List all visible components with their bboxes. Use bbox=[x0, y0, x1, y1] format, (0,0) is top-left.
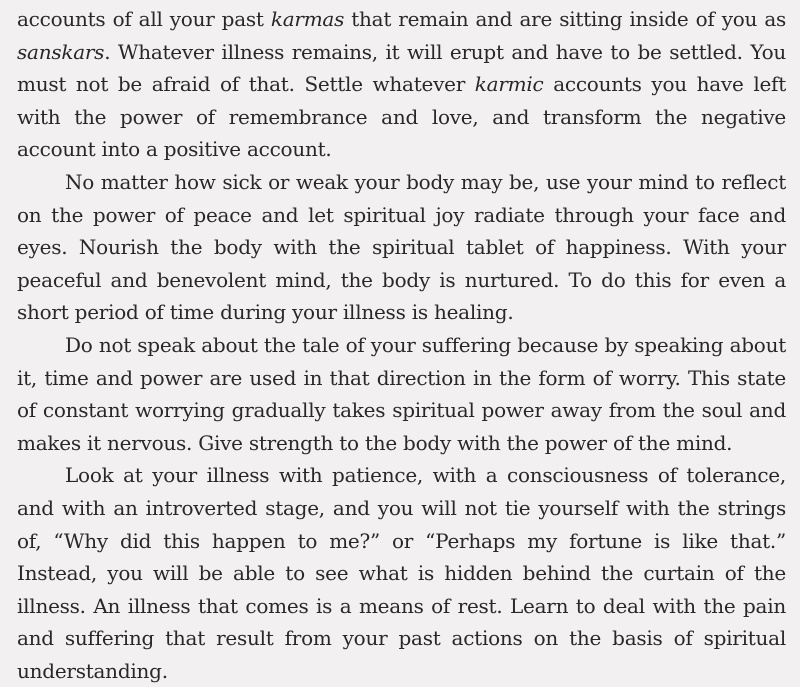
italic-term-karmic: karmic bbox=[474, 72, 544, 97]
text-segment: . Whatever illness remains, it will erupt and have to be settled. You must not be afraid of that. Settle whatever bbox=[17, 39, 786, 97]
paragraph-2 bbox=[17, 166, 786, 329]
paragraph-3 bbox=[17, 329, 786, 459]
text-segment: Do not speak about the tale of your suffering because by speaking about it, time and power are used in that direction in the form of worry. This state of constant worrying gradually takes spiritual power away from the soul and makes it nervous. Give strength to the body with the power of the mind. bbox=[17, 332, 786, 455]
italic-term-sanskars: sanskars bbox=[17, 39, 105, 64]
paragraph-1 bbox=[17, 3, 786, 166]
text-segment: that remain and are sitting inside of you as bbox=[344, 7, 787, 31]
text-segment: Look at your illness with patience, with a consciousness of tolerance, and with an introverted stage, and you will not tie yourself with the strings of, “Why did this happen to me?” or “Perhaps my fortune is like that.” Instead, you will be able to see what is hidden behind the curtain of the illness. An illness that comes is a means of rest. Learn to deal with the pain and suffering that result from your past actions on the basis of spiritual understanding. bbox=[17, 463, 786, 683]
text-segment: No matter how sick or weak your body may be, use your mind to reflect on the power of peace and let spiritual joy radiate through your face and eyes. Nourish the body with the spiritual tablet of happiness. With your peaceful and benevolent mind, the body is nurtured. To do this for even a short period of time during your illness is healing. bbox=[17, 169, 786, 325]
italic-term-karmas: karmas bbox=[270, 7, 345, 31]
text-segment: accounts you have left with the power of remembrance and love, and transform the negative account into a positive account. bbox=[17, 72, 786, 162]
paragraph-4 bbox=[17, 459, 786, 687]
text-segment: accounts of all your past bbox=[17, 7, 271, 31]
